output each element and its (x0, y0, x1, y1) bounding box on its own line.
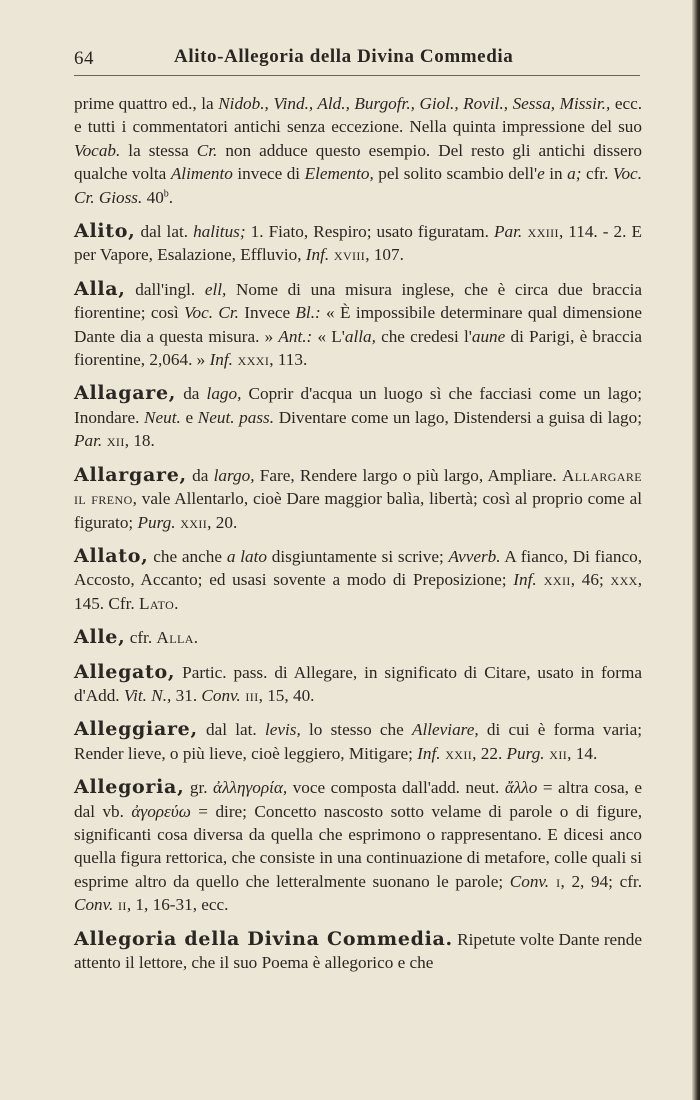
text-run: di cui è forma varia; Render lieve, o più lieve, cioè leggiero, Mitigare; (74, 720, 642, 763)
entry-allato (74, 545, 642, 615)
text-run: , 18. (124, 431, 155, 451)
entry-alla (74, 278, 642, 372)
text-run: , vale Allentarlo, cioè Dare maggior balìa, libertà; così al proprio come al figurato; (74, 489, 642, 532)
text-run: , 14. (567, 743, 598, 763)
text-run: xxx (610, 570, 638, 590)
text-run: = dire; Concetto nascosto sotto velame di parole o di figure, significanti cosa diversa da quella che esprimono o rappresentano. E dicesi anco quella figura rettorica, che consiste in una continuazione di metafore, colle quali si esprime altro da quello che letteralmente suonano le parole; (74, 801, 642, 891)
text-run: Inf. (305, 245, 330, 265)
text-run: Neut. pass. (197, 407, 275, 427)
text-run: dal lat. (135, 222, 194, 242)
text-run: iii (240, 685, 259, 705)
text-run: . (193, 628, 199, 648)
text-run: , 113. (269, 350, 308, 370)
text-run: Lato (138, 593, 175, 613)
text-run: Invece (238, 303, 296, 323)
text-run: . (168, 187, 174, 207)
text-run: ecc. e tutti i commentatori antichi senza eccezione. Nella quinta impressione del suo (74, 94, 643, 137)
text-run: xxxi (232, 350, 270, 370)
text-run: che anche (148, 546, 227, 566)
text-run: ii (113, 895, 127, 915)
text-run: xii (102, 431, 125, 451)
text-run: alla, (344, 326, 376, 346)
entry-allagare (74, 382, 642, 452)
text-run: Neut. (144, 407, 181, 427)
text-run: Conv. (509, 871, 550, 891)
text-run: , 1, 16-31, ecc. (126, 895, 229, 915)
headword: Allato, (74, 544, 149, 567)
dictionary-body (74, 92, 642, 985)
headword: Alle, (74, 626, 126, 649)
text-run: Elemento, (304, 164, 374, 184)
text-run: invece di (232, 164, 305, 184)
text-run: , 2, 94; cfr. (560, 871, 642, 891)
text-run: Alla (156, 628, 194, 648)
text-run: la stessa (120, 140, 197, 160)
text-run: da (186, 465, 214, 485)
text-run: ell, (204, 279, 227, 299)
headword: Allargare, (74, 463, 187, 486)
running-title: Alito-Allegoria della Divina Commedia (174, 46, 514, 67)
text-run: Inf. (209, 350, 233, 370)
text-run: 31. (171, 685, 202, 705)
text-run: xii (544, 743, 568, 763)
headword: Alito, (74, 220, 136, 243)
text-run: , 22. (472, 743, 507, 763)
text-run: lo stesso che (300, 720, 412, 740)
text-run: ἀγορεύω (131, 801, 191, 821)
header-rule (74, 75, 640, 76)
text-run: Allargare il freno (74, 465, 642, 509)
text-run: in (544, 164, 568, 184)
text-run: xxii (536, 570, 571, 590)
headword: Allagare, (74, 382, 177, 405)
text-run: Purg. (137, 512, 176, 532)
text-run: « È impossibile determinare qual dimensione Dante dia a questa misura. » (74, 303, 642, 346)
text-run: i (549, 871, 561, 891)
text-run: ἄλλο (504, 778, 538, 798)
text-run: cfr. (581, 164, 613, 184)
text-run: lago, (206, 384, 242, 404)
text-run: , 15, 40. (258, 685, 315, 705)
text-run: 40 (142, 187, 164, 207)
text-run: Ripetute volte Dante rende attento il lettore, che il suo Poema è allegorico e che (74, 929, 642, 972)
text-run: xxii (440, 743, 473, 763)
text-run: A fianco, Di fianco, Accosto, Accanto; ed usasi sovente a modo di Preposizione; (74, 546, 642, 590)
entry-allegoria (74, 776, 642, 916)
text-run: Diventare come un lago, Distendersi a guisa di lago; (274, 407, 642, 427)
page-edge-shadow (692, 0, 700, 1100)
text-run: da (176, 384, 207, 404)
text-run: Voc. Cr. Gioss. (74, 164, 642, 207)
text-run: levis, (264, 720, 301, 740)
text-run: largo, (213, 465, 255, 485)
text-run: e (180, 407, 198, 427)
text-run: b (163, 187, 169, 199)
text-run: Bl.: (295, 303, 321, 323)
text-run: Inf. (417, 743, 441, 763)
text-run: halitus; (193, 222, 246, 242)
entry-allegato (74, 661, 642, 708)
text-run: Voc. Cr. (183, 303, 239, 323)
text-run: Purg. (506, 743, 545, 763)
text-run: Inf. (513, 570, 537, 590)
text-run: Avverb. (448, 546, 501, 566)
running-header (74, 46, 640, 74)
text-run: di Parigi, è braccia fiorentine, 2,064. » (74, 326, 642, 370)
text-run: che credesi l' (375, 326, 472, 346)
text-run: = altra cosa, e dal vb. (74, 778, 643, 821)
text-run: Fare, Rendere largo o più largo, Ampliare. (254, 465, 562, 485)
text-run: , 145. Cfr. (74, 570, 642, 613)
text-run: Ant.: (278, 326, 313, 346)
text-run: cfr. (125, 628, 157, 648)
text-run: 1. Fiato, Respiro; usato figuratam. (245, 222, 495, 242)
text-run: Nidob., Vind., Ald., Burgofr., Giol., Rovil., Sessa, Missir., (218, 94, 611, 113)
text-run: e (537, 164, 545, 184)
headword: Allegoria, (74, 776, 185, 799)
text-run: xxiii (522, 222, 559, 242)
text-run: Vocab. (74, 140, 121, 160)
headword: Alleggiare, (74, 718, 198, 741)
text-run: aune (471, 326, 506, 346)
text-run: Alimento (170, 164, 233, 184)
headword: Alla, (74, 277, 126, 300)
text-run: gr. (184, 778, 214, 798)
text-run: , 107. (365, 245, 404, 265)
entry-alleggiare (74, 718, 642, 765)
text-run: Par. (74, 431, 103, 451)
text-run: non adduce questo esempio. Del resto gli antichi dissero qualche volta (74, 140, 642, 184)
text-run: Nome di una misura inglese, che è circa due braccia fiorentine; così (74, 279, 642, 323)
text-run: Alleviare, (412, 720, 479, 740)
entry-allegoria-divina-commedia (74, 928, 642, 975)
text-run: Partic. pass. di Allegare, in significato di Citare, usato in forma d'Add. (74, 662, 642, 705)
headword: Allegoria della Divina Commedia. (74, 927, 453, 950)
text-run: a lato (226, 546, 267, 566)
text-run: dal lat. (197, 720, 265, 740)
text-run: pel solito scambio dell' (373, 164, 538, 184)
text-run: dall'ingl. (125, 279, 205, 299)
text-run: ἀλληγορία, (213, 778, 288, 798)
text-run: xxii (175, 512, 208, 532)
entry-alle (74, 626, 642, 649)
text-run: , 46; (570, 570, 611, 590)
text-run: « L' (312, 326, 345, 346)
headword: Allegato, (74, 660, 176, 683)
text-run: Vit. N., (123, 685, 172, 705)
text-run: Par. (494, 222, 523, 242)
entry-allargare (74, 464, 642, 534)
text-run: Cr. (196, 140, 218, 160)
text-run: , 114. - 2. E per Vapore, Esalazione, Effluvio, (74, 222, 642, 265)
text-run: disgiuntamente si scrive; (266, 546, 449, 566)
text-run: . (174, 593, 179, 613)
text-run: voce composta dall'add. neut. (287, 778, 505, 798)
page-number: 64 (74, 48, 94, 69)
text-run: prime quattro ed., la (74, 94, 219, 113)
text-run: , 20. (207, 512, 238, 532)
text-run: Coprir d'acqua un luogo sì che facciasi come un lago; Inondare. (74, 384, 642, 427)
text-run: xviii (329, 245, 366, 265)
text-run: Conv. (201, 685, 241, 705)
entry-alito (74, 220, 642, 267)
continuation-paragraph (74, 92, 642, 209)
text-run: a; (567, 164, 582, 184)
text-run: Conv. (74, 895, 114, 915)
